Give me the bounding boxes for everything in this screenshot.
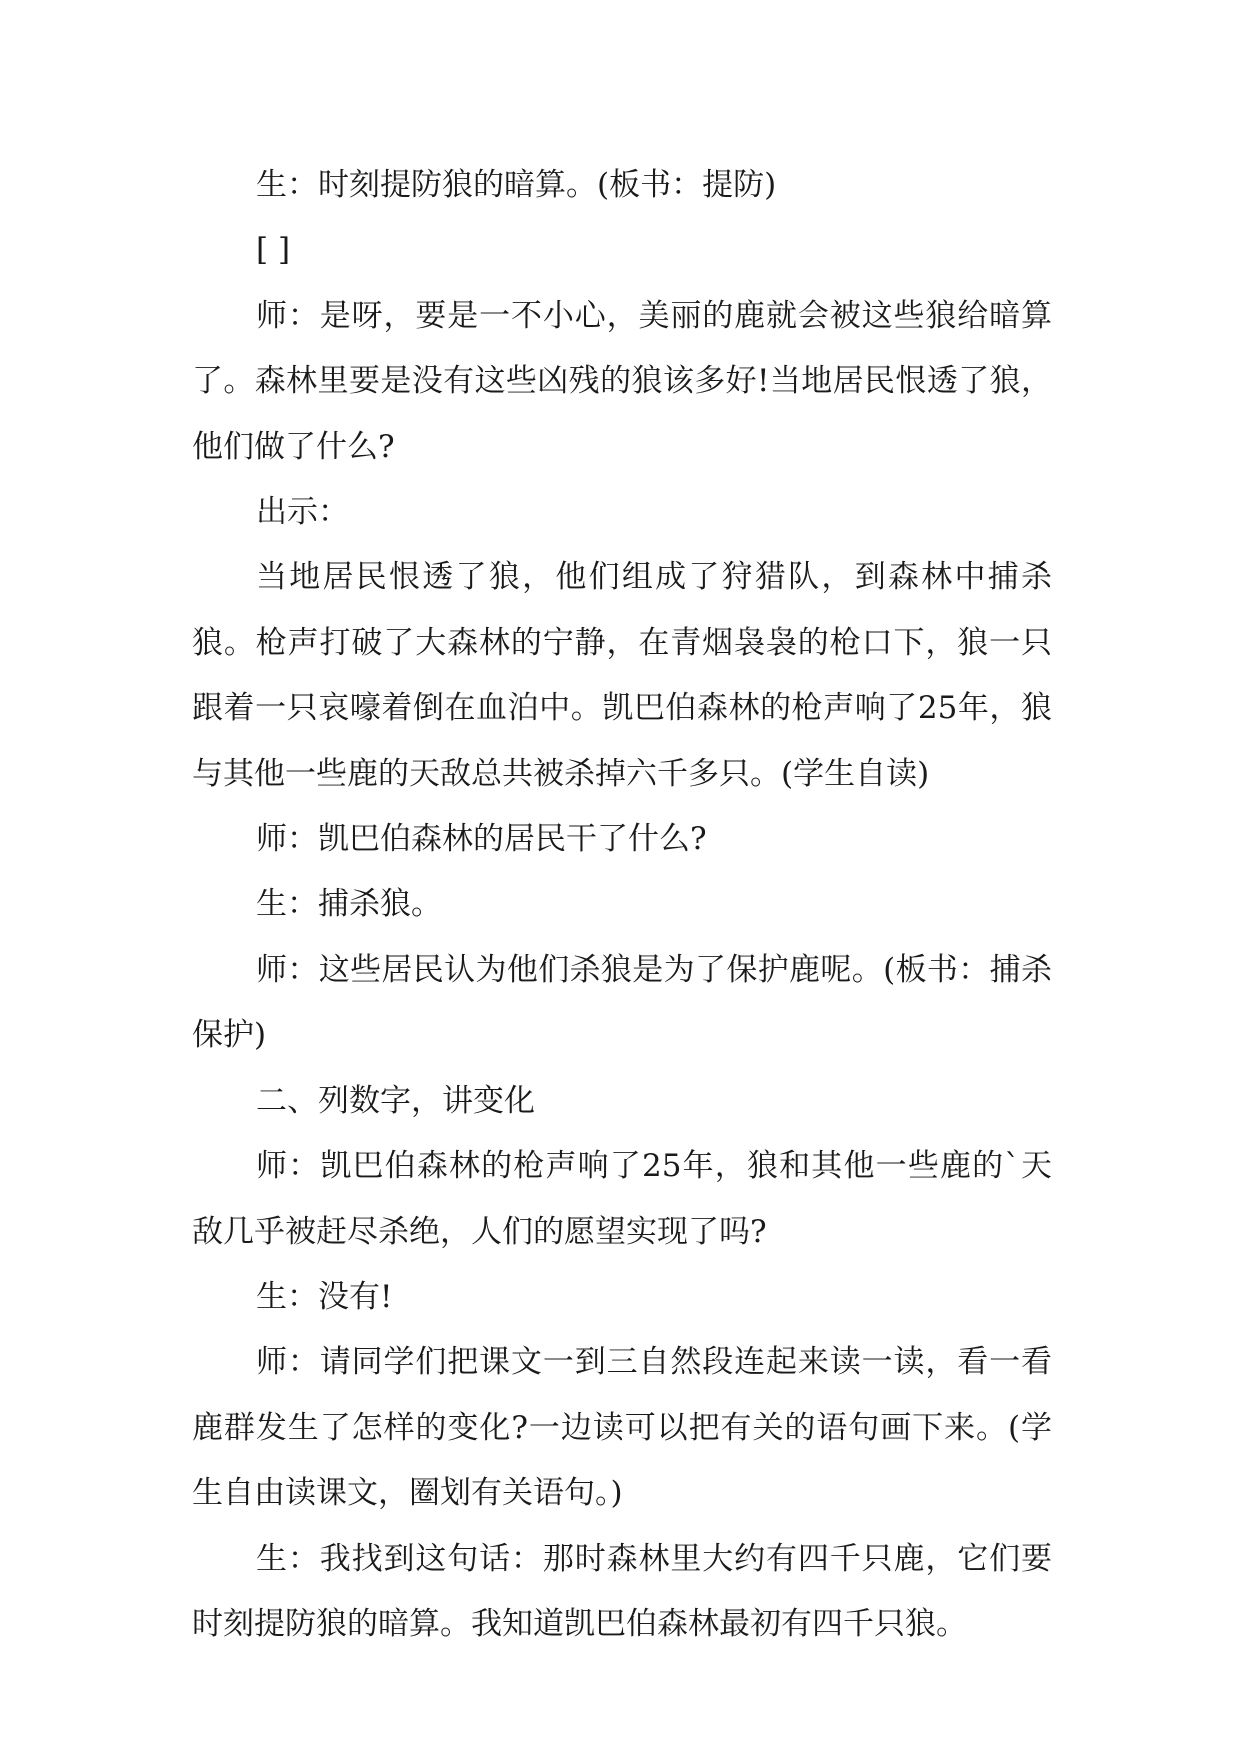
paragraph-teacher-protect: 师：这些居民认为他们杀狼是为了保护鹿呢。(板书：捕杀 保护) — [192, 951, 1052, 1054]
paragraph-bracket: [ ] — [256, 232, 291, 269]
paragraph-teacher-reading-task: 师：请同学们把课文一到三自然段连起来读一读，看一看鹿群发生了怎样的变化?一边读可以把有关的语句画下来。(学生自由读课文，圈划有关语句。) — [192, 1344, 1052, 1512]
section-heading-numbers: 二、列数字，讲变化 — [256, 1082, 535, 1119]
paragraph-show-label: 出示： — [256, 494, 349, 531]
paragraph-student-found-sentence: 生：我找到这句话：那时森林里大约有四千只鹿，它们要时刻提防狼的暗算。我知道凯巴伯森林最初有四千只狼。 — [192, 1540, 1052, 1642]
document-body — [192, 153, 1052, 1657]
paragraph-teacher-question-residents: 师：是呀，要是一不小心，美丽的鹿就会被这些狼给暗算了。森林里要是没有这些凶残的狼该多好!当地居民恨透了狼，他们做了什么? — [192, 297, 1052, 465]
paragraph-student-answer-hunt: 生：捕杀狼。 — [256, 886, 442, 923]
paragraph-teacher-question-did: 师：凯巴伯森林的居民干了什么? — [256, 821, 707, 858]
paragraph-student-answer-no: 生：没有! — [256, 1278, 393, 1315]
paragraph-teacher-question-wish: 师：凯巴伯森林的枪声响了25年，狼和其他一些鹿的`天敌几乎被赶尽杀绝，人们的愿望实现了吗? — [192, 1148, 1052, 1250]
paragraph-hunting-passage: 当地居民恨透了狼，他们组成了狩猎队，到森林中捕杀狼。枪声打破了大森林的宁静，在青烟袅袅的枪口下，狼一只跟着一只哀嚎着倒在血泊中。凯巴伯森林的枪声响了25年，狼与其他一些鹿的天敌总共被杀掉六千多只。(学生自读) — [192, 559, 1052, 792]
paragraph-student-answer-guard: 生：时刻提防狼的暗算。(板书：提防) — [256, 167, 777, 203]
